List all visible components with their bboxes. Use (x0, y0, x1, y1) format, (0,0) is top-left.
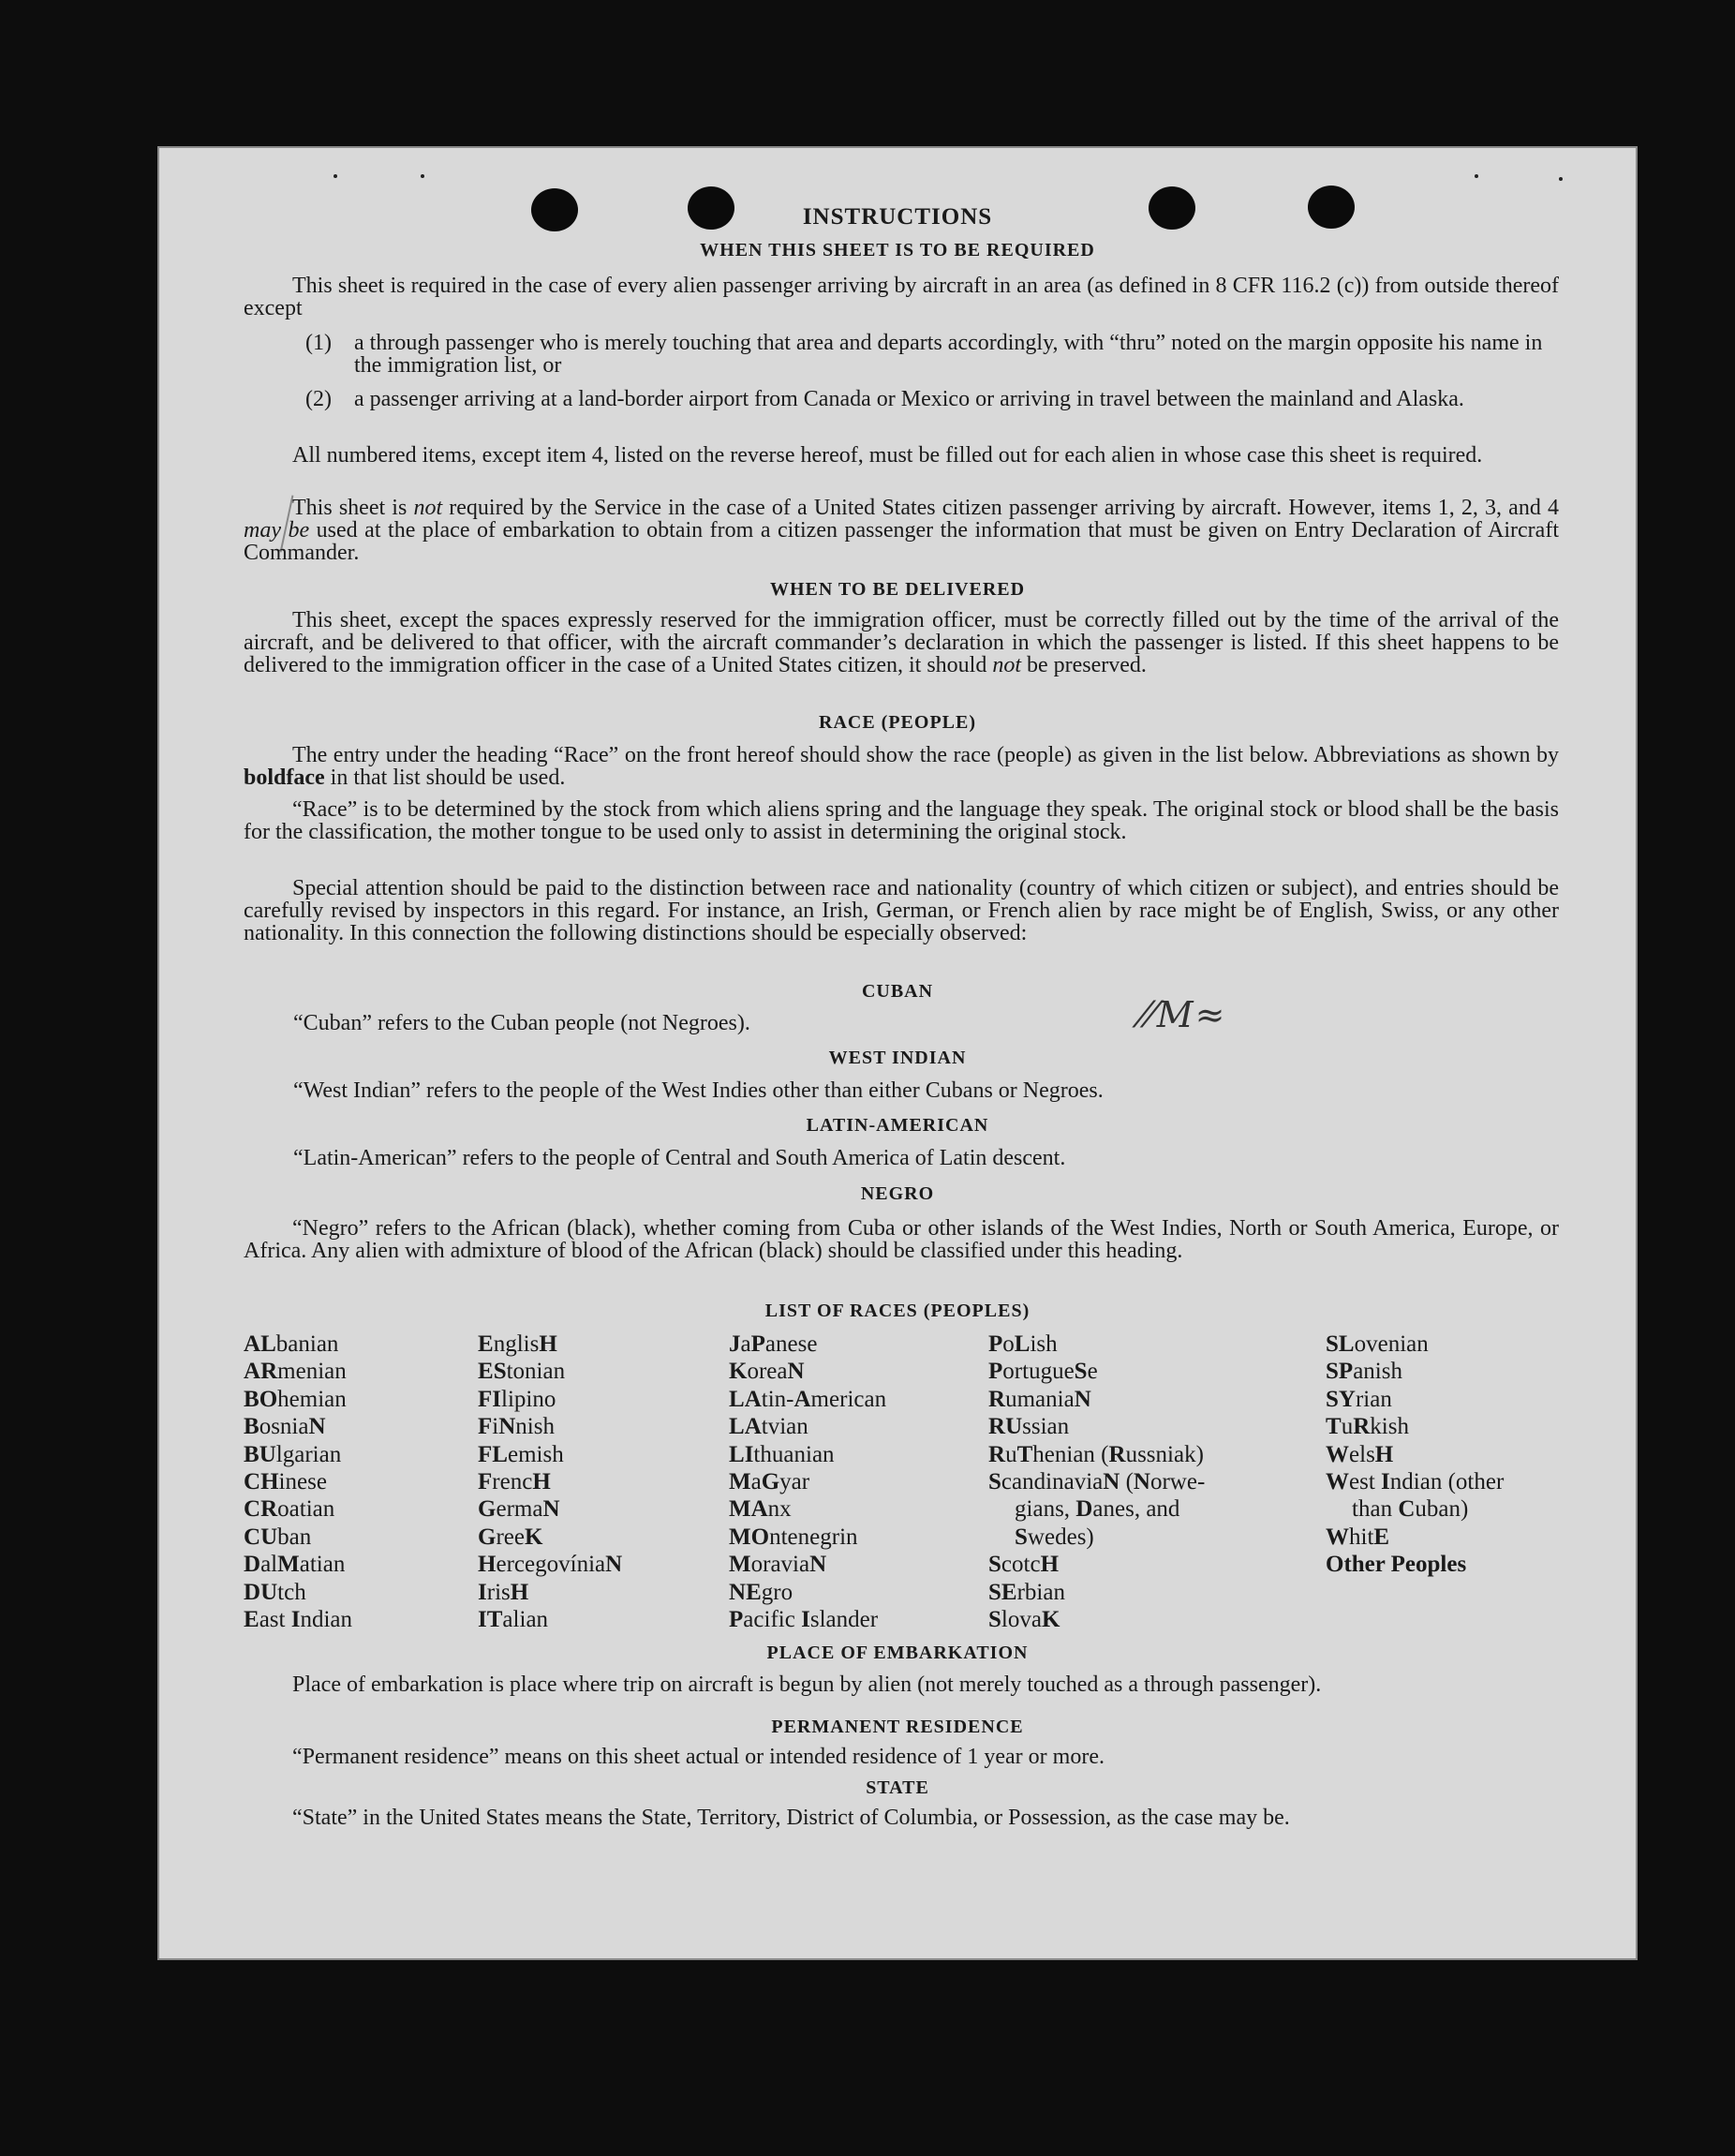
definition-embarkation: Place of embarkation is place where trip on aircraft is begun by alien (not merely touched as a through passenger). (292, 1673, 1322, 1697)
heading-race: RACE (PEOPLE) (819, 712, 976, 733)
race-item: East Indian (244, 1607, 353, 1633)
speck (1475, 174, 1478, 178)
race-item: RuThenian (Russniak) (988, 1441, 1204, 1467)
race-item: Pacific Islander (729, 1607, 879, 1633)
definition-west-indian: “West Indian” refers to the people of the West Indies other than either Cubans or Negroes. (293, 1078, 1104, 1103)
text-run: The entry under the heading “Race” on the front hereof should show the race (people) as given in the list below. Abbreviations as shown by (292, 743, 1559, 767)
heading-west-indian: WEST INDIAN (828, 1048, 967, 1068)
race-item: NEgro (729, 1579, 793, 1605)
paragraph-numbered-items: All numbered items, except item 4, listed on the reverse hereof, must be filled out for each alien in whose case this sheet is required. (292, 443, 1483, 468)
list-item-text: a through passenger who is merely touching that area and departs accordingly, with “thru” noted on the margin opposite his name in the immigration list, or (354, 331, 1543, 378)
race-item: KoreaN (729, 1359, 805, 1385)
race-item: LAtvian (729, 1414, 808, 1440)
text-bold: boldface (244, 766, 325, 790)
page-title: INSTRUCTIONS (802, 204, 993, 230)
text-italic: not (413, 496, 443, 520)
race-item: CRoatian (244, 1496, 335, 1523)
race-item: LIthuanian (729, 1441, 835, 1467)
definition-permanent-residence: “Permanent residence” means on this sheet actual or intended residence of 1 year or more. (292, 1745, 1105, 1769)
text-run: This sheet, except the spaces expressly reserved for the immigration officer, must be correctly filled out by the time of the arrival of the aircraft, and be delivered to that officer, with the aircraft commander’s declaration in which the passenger is listed. If this sheet happens to be delivered to the immigration officer in the case of a United States citizen, it should (244, 608, 1559, 677)
race-item: gians, Danes, and (1015, 1496, 1180, 1523)
race-item: GermaN (478, 1496, 560, 1523)
races-column-1 (244, 1331, 352, 1633)
text-run: required by the Service in the case of a United States citizen passenger arriving by aircraft. However, items 1, 2, 3, and 4 (442, 496, 1559, 520)
race-item: FrencH (478, 1469, 551, 1495)
race-item: CHinese (244, 1469, 327, 1495)
race-item: SYrian (1326, 1386, 1392, 1412)
text-run: used at the place of embarkation to obtain from a citizen passenger the information that must be given on Entry Declaration of Aircraft Commander. (244, 518, 1559, 565)
races-column-4 (988, 1331, 1205, 1633)
race-item: PortuguеSe (988, 1359, 1098, 1385)
heading-list-of-races: LIST OF RACES (PEOPLES) (764, 1301, 1031, 1321)
definition-negro: “Negro” refers to the African (black), whether coming from Cuba or other islands of the West Indies, North or South America, Europe, or Africa. Any alien with admixture of blood of the African (black) should be classified under this heading. (244, 1216, 1559, 1263)
race-item: RUssian (988, 1414, 1070, 1440)
race-item: BUlgarian (244, 1441, 342, 1467)
paragraph-race-nationality: Special attention should be paid to the distinction between race and nationality (country of which citizen or subject), and entries should be carefully revised by inspectors in this regard. For instance, an Irish, German, or French alien by race might be of English, Swiss, or any other nationality. In this connection the following distinctions should be especially observed: (244, 876, 1559, 945)
race-item: BosniaN (244, 1414, 326, 1440)
race-item: RumaniaN (988, 1386, 1091, 1412)
text-italic: not (992, 653, 1021, 677)
text-run: This sheet is (292, 496, 414, 520)
document-page (157, 146, 1638, 1960)
race-item: EnglisH (478, 1331, 557, 1357)
race-item: MaGyar (729, 1469, 810, 1495)
races-column-5 (1326, 1331, 1504, 1579)
paragraph-required: This sheet is required in the case of every alien passenger arriving by aircraft in an area (as defined in 8 CFR 116.2 (c)) from outside thereof except (244, 274, 1559, 320)
race-item: ALbanian (244, 1331, 339, 1357)
race-item: FiNnish (478, 1414, 555, 1440)
race-item: Other Peoples (1326, 1552, 1467, 1578)
race-item: GreeK (478, 1524, 543, 1550)
handwritten-annotation: ⁄⁄M≈ (1141, 994, 1227, 1035)
heading-permanent-residence: PERMANENT RESIDENCE (771, 1717, 1024, 1737)
race-item: SPanish (1326, 1359, 1402, 1385)
paragraph-race-stock: “Race” is to be determined by the stock from which aliens spring and the language they speak. The original stock or blood shall be the basis for the classification, the mother tongue to be used only to assist in determining the original stock. (244, 797, 1559, 844)
race-item: SErbian (988, 1579, 1065, 1605)
races-column-3 (729, 1331, 886, 1633)
list-item-number: (2) (305, 387, 332, 411)
heading-required: WHEN THIS SHEET IS TO BE REQUIRED (700, 240, 1095, 260)
race-item: FIlipino (478, 1386, 556, 1412)
race-item: ScotcH (988, 1552, 1060, 1578)
race-item: MOntenegrin (729, 1524, 858, 1550)
definition-latin-american: “Latin-American” refers to the people of Central and South America of Latin descent. (293, 1146, 1066, 1170)
speck (334, 174, 337, 178)
race-item: SLovenian (1326, 1331, 1429, 1357)
definition-cuban: “Cuban” refers to the Cuban people (not Negroes). (293, 1011, 750, 1035)
race-item: HercegovíniaN (478, 1552, 623, 1578)
list-item-number: (1) (305, 331, 332, 355)
race-item: MAnx (729, 1496, 792, 1523)
heading-latin-american: LATIN-AMERICAN (806, 1115, 989, 1136)
list-item-1 (305, 331, 1559, 378)
race-item: IrisH (478, 1579, 529, 1605)
heading-cuban: CUBAN (861, 981, 934, 1002)
heading-negro: NEGRO (860, 1183, 935, 1204)
race-item: DalMatian (244, 1552, 346, 1578)
race-item: WelsH (1326, 1441, 1394, 1467)
race-item: PoLish (988, 1331, 1058, 1357)
race-item: than Cuban) (1352, 1496, 1469, 1523)
heading-embarkation: PLACE OF EMBARKATION (766, 1643, 1029, 1663)
paragraph-delivered (244, 609, 1559, 677)
race-item: WhitE (1326, 1524, 1390, 1550)
race-item: EStonian (478, 1359, 566, 1385)
race-item: SlovaK (988, 1607, 1060, 1633)
heading-state: STATE (866, 1777, 929, 1798)
list-item-2 (305, 387, 1559, 411)
speck (421, 174, 424, 178)
speck (1559, 177, 1563, 181)
race-item: DUtch (244, 1579, 306, 1605)
list-item-text: a passenger arriving at a land-border airport from Canada or Mexico or arriving in travel between the mainland and Alaska. (354, 387, 1464, 411)
race-item: TuRkish (1326, 1414, 1409, 1440)
race-item: BOhemian (244, 1386, 347, 1412)
race-item: ITalian (478, 1607, 549, 1633)
text-run: be preserved. (1021, 653, 1147, 677)
heading-delivered: WHEN TO BE DELIVERED (769, 579, 1026, 600)
race-item: West Indian (other (1326, 1469, 1505, 1495)
race-item: CUban (244, 1524, 312, 1550)
paragraph-race-heading (244, 744, 1559, 789)
race-item: JaPanese (729, 1331, 818, 1357)
races-column-2 (478, 1331, 622, 1633)
text-italic: may be (244, 518, 310, 543)
paragraph-citizen (244, 497, 1559, 564)
race-item: Swedes) (1015, 1524, 1094, 1550)
text-run: in that list should be used. (324, 766, 566, 790)
race-item: ARmenian (244, 1359, 347, 1385)
race-item: MoraviaN (729, 1552, 827, 1578)
race-item: FLemish (478, 1441, 564, 1467)
race-item: ScandinaviaN (Norwe- (988, 1469, 1206, 1495)
definition-state: “State” in the United States means the State, Territory, District of Columbia, or Possession, as the case may be. (292, 1806, 1290, 1830)
race-item: LAtin-American (729, 1386, 887, 1412)
